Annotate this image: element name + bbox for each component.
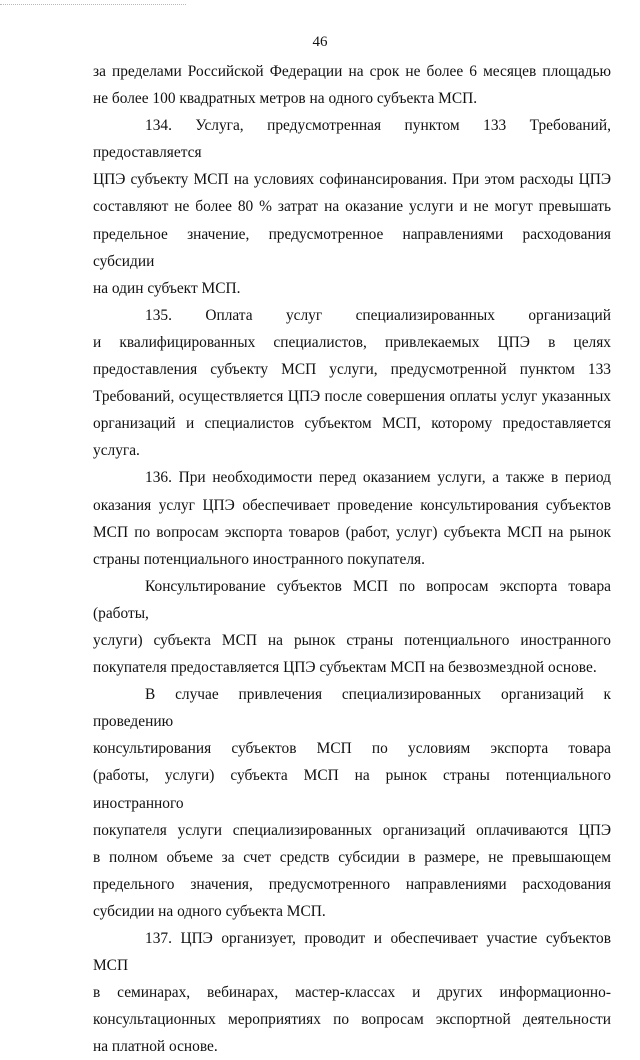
text-line: 135. Оплата услуг специализированных организаций — [145, 306, 611, 324]
text-line: 136. При необходимости перед оказанием услуги, а также в период — [145, 469, 611, 487]
scan-edge-mark — [0, 0, 186, 5]
text-line: (работы, услуги) субъекта МСП на рынок страны потенциального иностранного — [93, 767, 611, 812]
text-line: в полном объеме за счет средств субсидии в размере, не превышающем — [93, 848, 611, 866]
text-line: составляют не более 80 % затрат на оказание услуги и не могут превышать — [93, 198, 611, 216]
text-line: предоставления субъекту МСП услуги, предусмотренной пунктом 133 — [93, 361, 611, 379]
text-line: предельного значения, предусмотренного направлениями расходования — [93, 875, 611, 893]
text-line: покупателя услуги специализированных организаций оплачиваются ЦПЭ — [93, 821, 611, 839]
text-line: на один субъект МСП. — [93, 279, 241, 297]
text-line: субсидии на одного субъекта МСП. — [93, 902, 326, 920]
text-line: страны потенциального иностранного покупателя. — [93, 550, 425, 568]
text-line: на платной основе. — [93, 1038, 218, 1056]
text-line: не более 100 квадратных метров на одного субъекта МСП. — [93, 90, 478, 108]
text-line: консультационных мероприятиях по вопросам экспортной деятельности — [93, 1011, 611, 1029]
text-line: Требований, осуществляется ЦПЭ после совершения оплаты услуг указанных — [93, 388, 611, 406]
document-body — [93, 58, 611, 1060]
text-line: консультирования субъектов МСП по условиям экспорта товара — [93, 740, 611, 758]
text-line: 134. Услуга, предусмотренная пунктом 133 Требований, предоставляется — [93, 117, 611, 162]
page-number: 46 — [312, 34, 328, 50]
text-line: 137. ЦПЭ организует, проводит и обеспечивает участие субъектов МСП — [93, 930, 611, 975]
text-line: ЦПЭ субъекту МСП на условиях софинансирования. При этом расходы ЦПЭ — [93, 171, 611, 189]
text-line: за пределами Российской Федерации на срок не более 6 месяцев площадью — [93, 63, 611, 80]
text-line: организаций и специалистов субъектом МСП, которому предоставляется услуга. — [93, 415, 611, 460]
text-line: предельное значение, предусмотренное направлениями расходования субсидии — [93, 225, 611, 270]
text-line: и квалифицированных специалистов, привлекаемых ЦПЭ в целях — [93, 333, 611, 351]
text-line: услуги) субъекта МСП на рынок страны потенциального иностранного — [93, 631, 611, 649]
text-line: В случае привлечения специализированных организаций к проведению — [93, 686, 611, 731]
text-line: оказания услуг ЦПЭ обеспечивает проведение консультирования субъектов — [93, 496, 611, 514]
text-line: МСП по вопросам экспорта товаров (работ, услуг) субъекта МСП на рынок — [93, 523, 611, 541]
text-line: покупателя предоставляется ЦПЭ субъектам МСП на безвозмездной основе. — [93, 659, 597, 677]
text-line: в семинарах, вебинарах, мастер-классах и других информационно- — [93, 984, 611, 1002]
text-line: Консультирование субъектов МСП по вопросам экспорта товара (работы, — [93, 577, 611, 622]
